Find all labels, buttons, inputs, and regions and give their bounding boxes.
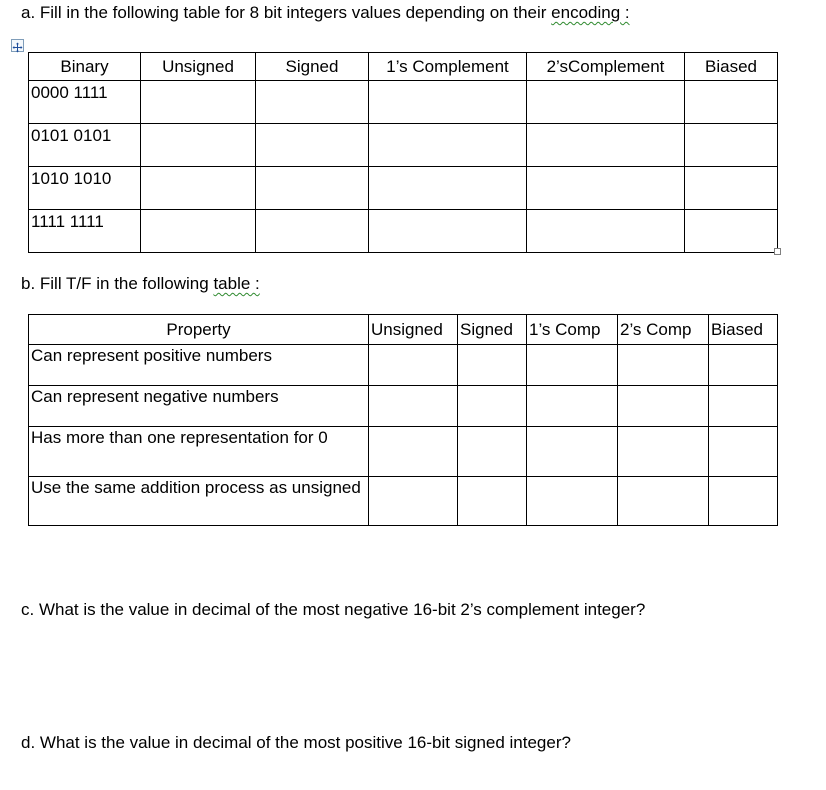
property-cell: Use the same addition process as unsigned: [29, 477, 369, 526]
answer-cell[interactable]: [527, 81, 685, 124]
answer-cell[interactable]: [141, 167, 256, 210]
table-row: [29, 210, 778, 253]
answer-cell[interactable]: [685, 81, 778, 124]
question-b-text: b. Fill T/F in the following: [21, 274, 214, 293]
true-false-table: [28, 314, 778, 526]
answer-cell[interactable]: [256, 167, 369, 210]
answer-cell[interactable]: [685, 124, 778, 167]
answer-cell[interactable]: [141, 81, 256, 124]
header-ones-complement: 1’s Complement: [369, 53, 527, 81]
answer-cell[interactable]: [369, 427, 458, 477]
answer-cell[interactable]: [369, 210, 527, 253]
answer-cell[interactable]: [709, 386, 778, 427]
answer-cell[interactable]: [527, 167, 685, 210]
binary-cell: 0000 1111: [29, 81, 141, 124]
answer-cell[interactable]: [369, 124, 527, 167]
header-property: Property: [29, 315, 369, 345]
header-signed: Signed: [256, 53, 369, 81]
encoding-table: [28, 52, 778, 253]
answer-cell[interactable]: [709, 427, 778, 477]
answer-cell[interactable]: [618, 386, 709, 427]
answer-cell[interactable]: [369, 386, 458, 427]
table-row: [29, 386, 778, 427]
header-binary: Binary: [29, 53, 141, 81]
table-row: [29, 124, 778, 167]
header-ones-comp: 1’s Comp: [527, 315, 618, 345]
answer-cell[interactable]: [618, 345, 709, 386]
question-b-underlined: table :: [213, 274, 260, 293]
answer-cell[interactable]: [458, 477, 527, 526]
answer-cell[interactable]: [369, 345, 458, 386]
answer-cell[interactable]: [709, 477, 778, 526]
question-b: [21, 274, 260, 294]
question-c: c. What is the value in decimal of the most negative 16-bit 2’s complement integer?: [21, 600, 646, 619]
table-row: [29, 477, 778, 526]
question-a-text: a. Fill in the following table for 8 bit integers values depending on their: [21, 3, 552, 22]
answer-cell[interactable]: [141, 210, 256, 253]
answer-cell[interactable]: [458, 345, 527, 386]
header-unsigned: Unsigned: [369, 315, 458, 345]
answer-cell[interactable]: [369, 167, 527, 210]
answer-cell[interactable]: [369, 477, 458, 526]
answer-cell[interactable]: [527, 427, 618, 477]
answer-cell[interactable]: [618, 427, 709, 477]
table-row: [29, 81, 778, 124]
question-a-underlined: encoding :: [551, 3, 630, 22]
answer-cell[interactable]: [685, 167, 778, 210]
answer-cell[interactable]: [458, 386, 527, 427]
answer-cell[interactable]: [527, 386, 618, 427]
binary-cell: 1111 1111: [29, 210, 141, 253]
answer-cell[interactable]: [527, 345, 618, 386]
header-unsigned: Unsigned: [141, 53, 256, 81]
property-cell: Can represent negative numbers: [29, 386, 369, 427]
table-row: [29, 167, 778, 210]
answer-cell[interactable]: [618, 477, 709, 526]
answer-cell[interactable]: [458, 427, 527, 477]
answer-cell[interactable]: [256, 81, 369, 124]
move-arrows-icon: [12, 42, 23, 53]
table-resize-handle-icon[interactable]: [774, 248, 781, 255]
answer-cell[interactable]: [527, 210, 685, 253]
table-row: [29, 427, 778, 477]
header-biased: Biased: [685, 53, 778, 81]
binary-cell: 1010 1010: [29, 167, 141, 210]
header-signed: Signed: [458, 315, 527, 345]
encoding-table-header: [29, 53, 778, 81]
header-twos-complement: 2’sComplement: [527, 53, 685, 81]
property-cell: Has more than one representation for 0: [29, 427, 369, 477]
table-row: [29, 345, 778, 386]
question-d: d. What is the value in decimal of the most positive 16-bit signed integer?: [21, 733, 571, 752]
answer-cell[interactable]: [709, 345, 778, 386]
property-cell: Can represent positive numbers: [29, 345, 369, 386]
answer-cell[interactable]: [527, 477, 618, 526]
true-false-table-header: [29, 315, 778, 345]
answer-cell[interactable]: [369, 81, 527, 124]
binary-cell: 0101 0101: [29, 124, 141, 167]
answer-cell[interactable]: [256, 210, 369, 253]
answer-cell[interactable]: [685, 210, 778, 253]
question-a: [21, 3, 630, 23]
answer-cell[interactable]: [527, 124, 685, 167]
answer-cell[interactable]: [141, 124, 256, 167]
header-twos-comp: 2’s Comp: [618, 315, 709, 345]
answer-cell[interactable]: [256, 124, 369, 167]
table-move-handle-icon[interactable]: [11, 39, 24, 52]
header-biased: Biased: [709, 315, 778, 345]
